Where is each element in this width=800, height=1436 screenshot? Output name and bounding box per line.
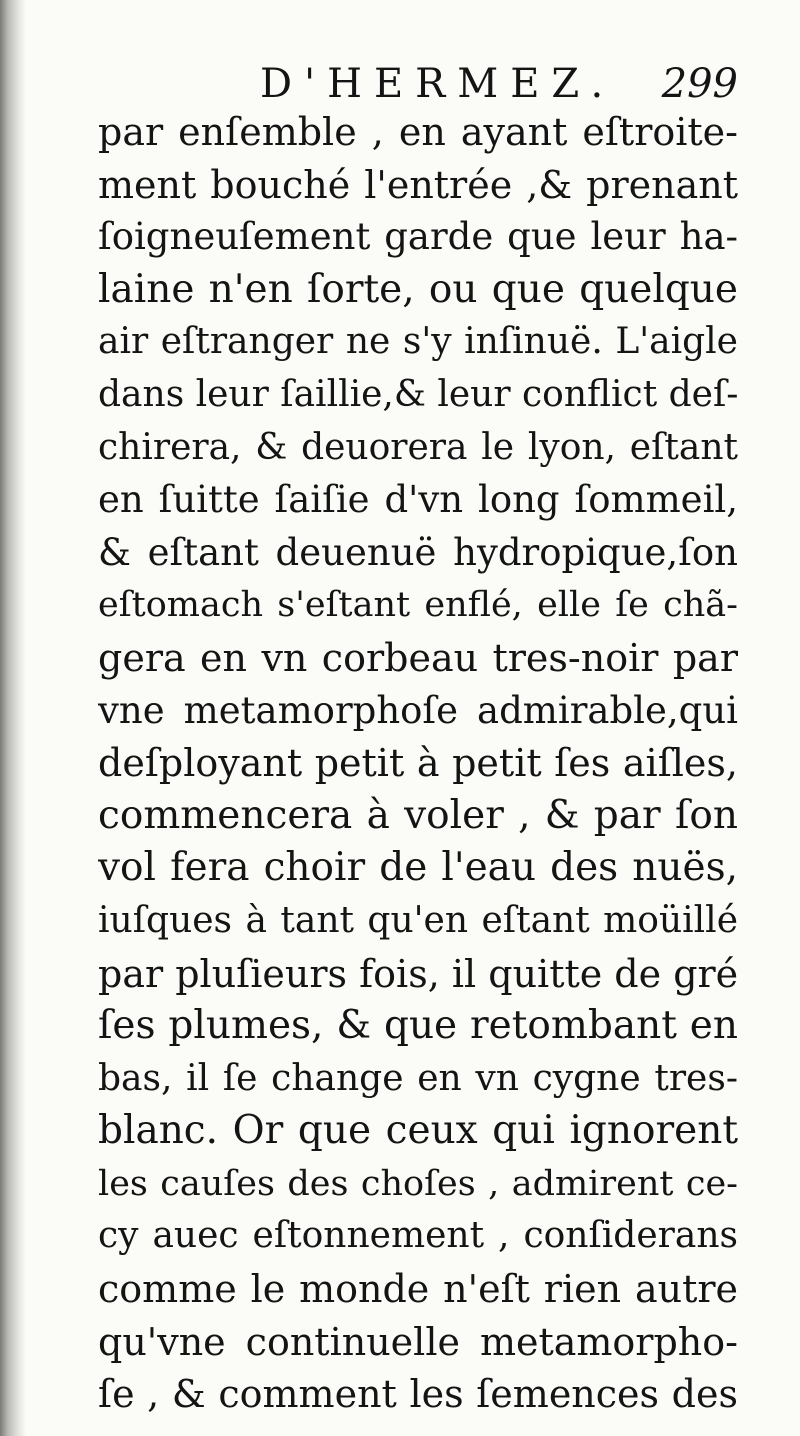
text-line: bas, il ſe change en vn cygne tres-	[98, 1057, 738, 1099]
text-line: cy auec eſtonnement , conſiderans	[98, 1215, 738, 1257]
text-line: vne metamorphoſe admirable,qui	[98, 688, 738, 732]
text-line: qu'vne continuelle metamorpho-	[98, 1319, 738, 1364]
text-line: par enſemble , en ayant eſtroite-	[98, 110, 738, 154]
text-line: par pluſieurs fois, il quitte de gré	[98, 951, 738, 996]
text-line: dans leur ſaillie,& leur conflict deſ-	[98, 373, 738, 415]
text-line: gera en vn corbeau tres-noir par	[98, 635, 738, 680]
running-head	[100, 58, 738, 108]
text-line: les cauſes des choſes , admirent ce-	[98, 1163, 738, 1204]
text-line: ſe , & comment les ſemences des	[98, 1372, 738, 1417]
text-line: chirera, & deuorera le lyon, eſtant	[98, 426, 738, 468]
text-line: air eſtranger ne s'y inſinuë. L'aigle	[98, 321, 738, 363]
text-line: ment bouché l'entrée ,& prenant	[98, 162, 738, 207]
text-line: en ſuitte ſaiſie d'vn long ſommeil,	[98, 478, 738, 522]
running-title: D'HERMEZ.	[260, 61, 616, 107]
text-line: comme le monde n'eſt rien autre	[98, 1267, 738, 1312]
text-line: ſoigneuſement garde que leur ha-	[98, 215, 738, 259]
text-line: blanc. Or que ceux qui ignorent	[98, 1108, 738, 1154]
text-line: deſployant petit à petit ſes aiſles,	[98, 741, 738, 786]
text-line: ſes plumes, & que retombant en	[98, 1003, 738, 1049]
page-number: 299	[661, 61, 738, 107]
text-line: vol fera choir de l'eau des nuës,	[98, 845, 738, 891]
text-line: iuſques à tant qu'en eſtant moüillé	[98, 899, 738, 941]
text-line: commencera à voler , & par ſon	[98, 792, 738, 838]
text-line: & eſtant deuenuë hydropique,ſon	[98, 530, 738, 574]
page-gutter-shadow	[0, 0, 26, 1436]
text-line: eſtomach s'eſtant enflé, elle ſe chã-	[98, 585, 738, 626]
body-text	[98, 106, 738, 1421]
text-line: laine n'en ſorte, ou que quelque	[98, 266, 738, 312]
